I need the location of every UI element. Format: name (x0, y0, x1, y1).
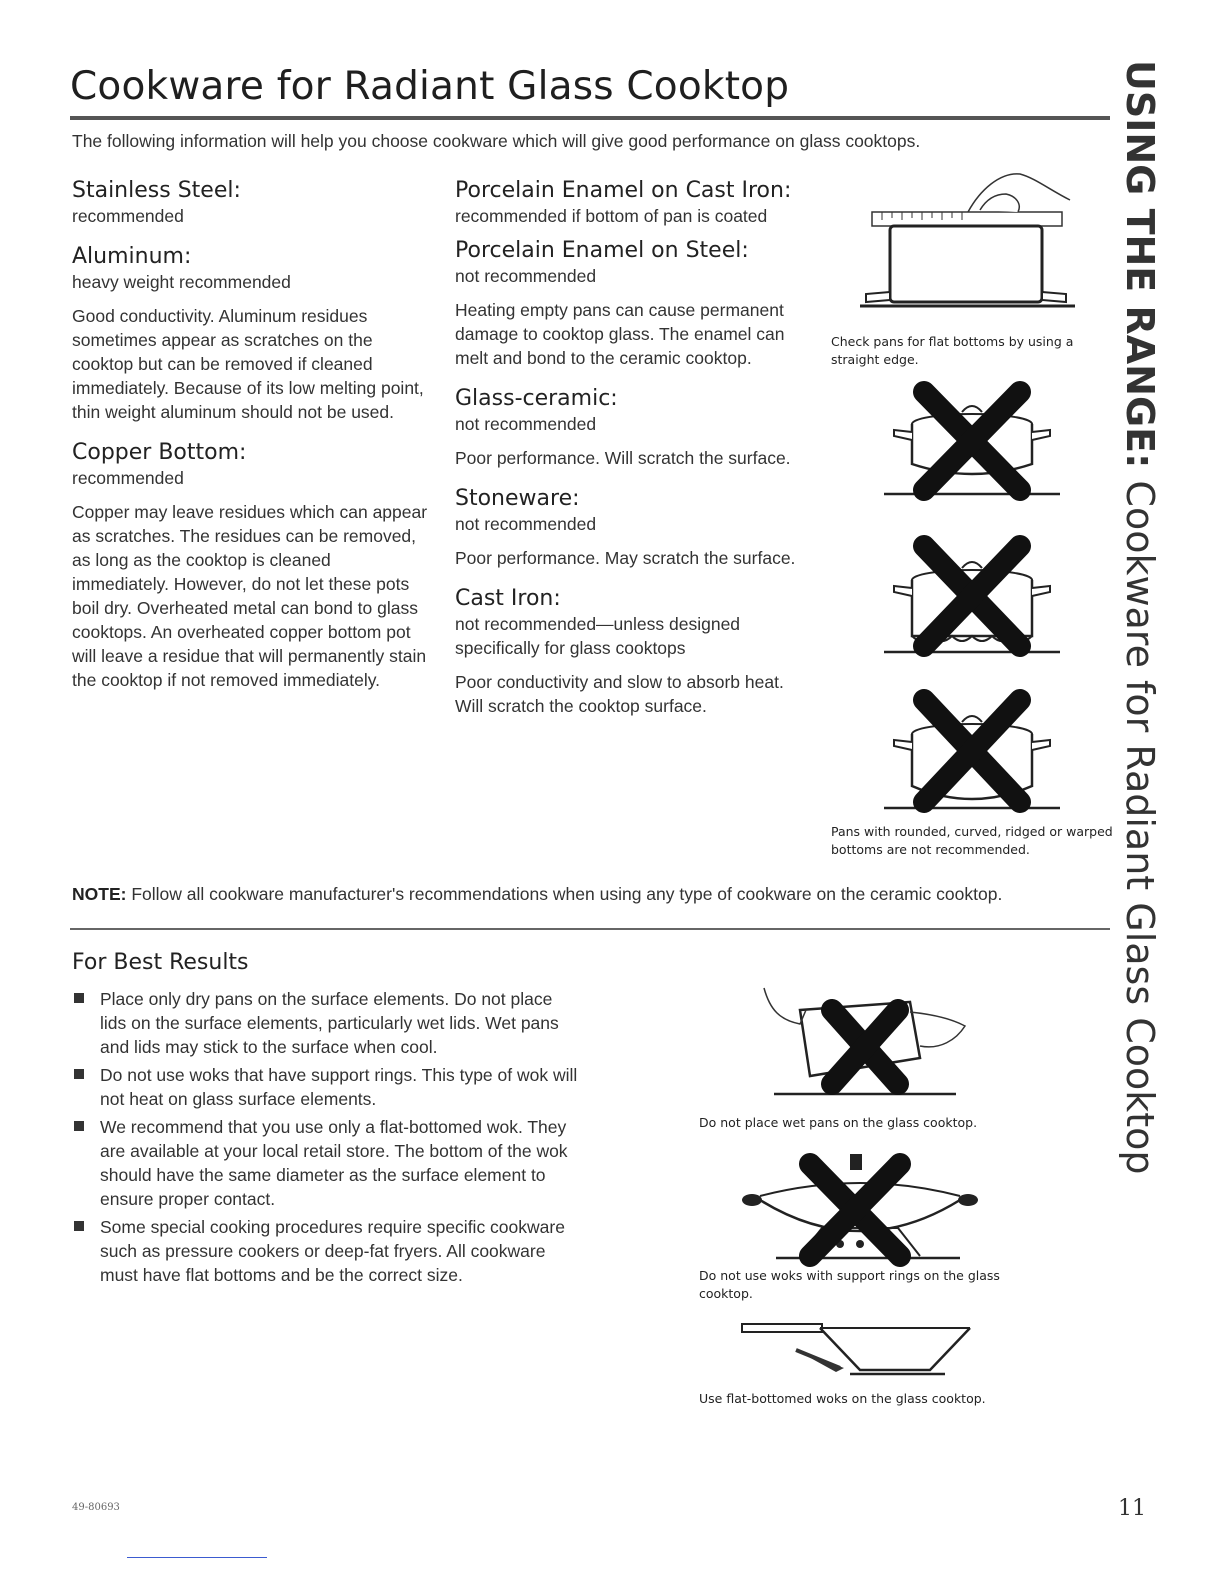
note-body: Follow all cookware manufacturer's recommendations when using any type of cookware on the ceramic cooktop. (126, 884, 1003, 904)
section-body: Copper may leave residues which can appear as scratches. The residues can be removed, as long as the cooktop is cleaned immediately. However, do not let these pots boil dry. Overheated metal can bond to glass cooktops. An overheated copper bottom pot will leave a residue that will permanently stain the cooktop if not removed immediately. (72, 502, 428, 690)
list-item-text: Do not use woks that have support rings. This type of wok will not heat on glass surface elements. (100, 1065, 578, 1109)
note-label: NOTE: (72, 884, 127, 904)
warped-bottom-pot-illustration (884, 694, 1060, 810)
note-text (72, 884, 1002, 905)
list-item (72, 987, 582, 1059)
section-porcelain-steel (455, 238, 815, 370)
side-tab-text (1110, 60, 1170, 1175)
section-body: Poor performance. Will scratch the surface. (455, 448, 791, 468)
list-item-text: Place only dry pans on the surface elements. Do not place lids on the surface elements, particularly wet lids. Wet pans and lids may stick to the surface when cool. (100, 989, 559, 1057)
list-item (72, 1215, 582, 1287)
wok-support-ring-illustration (740, 1150, 980, 1265)
straight-edge-illustration (860, 160, 1090, 320)
footer-divider (127, 1557, 267, 1558)
page-number: 11 (1118, 1496, 1146, 1521)
section-heading: Copper Bottom: (72, 440, 247, 465)
title-rule (70, 116, 1110, 120)
section-heading: Stainless Steel: (72, 178, 241, 203)
list-item (72, 1115, 582, 1211)
best-results-list (72, 987, 582, 1291)
flat-wok-illustration (740, 1312, 980, 1392)
caption-wet-pans: Do not place wet pans on the glass cooktop. (699, 1115, 978, 1130)
side-tab (1110, 60, 1170, 1175)
list-item-text: We recommend that you use only a flat-bottomed wok. They are available at your local retail store. The bottom of the wok should have the same diameter as the surface element to ensure proper contact. (100, 1117, 568, 1209)
section-recommendation: heavy weight recommended (72, 272, 291, 292)
wet-pan-illustration (760, 980, 970, 1100)
section-heading: Porcelain Enamel on Steel: (455, 238, 749, 263)
side-tab-section: USING THE RANGE: (1118, 60, 1162, 469)
section-body: Poor conductivity and slow to absorb heat. Will scratch the cooktop surface. (455, 672, 784, 716)
rounded-bottom-pot-illustration (884, 386, 1060, 496)
side-tab-topic: Cookware for Radiant Glass Cooktop (1118, 468, 1162, 1175)
section-recommendation: not recommended—unless designed specifically for glass cooktops (455, 614, 741, 658)
list-item-text: Some special cooking procedures require specific cookware such as pressure cookers or deep-fat fryers. All cookware must have flat bottoms and be the correct size. (100, 1217, 565, 1285)
section-recommendation: not recommended (455, 414, 597, 434)
middle-column (455, 178, 815, 734)
section-heading: Aluminum: (72, 244, 192, 269)
section-recommendation: recommended (72, 468, 184, 488)
section-stainless-steel (72, 178, 432, 228)
bullet-icon (74, 1121, 84, 1131)
section-cast-iron (455, 586, 815, 718)
caption-warped-bottoms: Pans with rounded, curved, ridged or warped bottoms are not recommended. (831, 824, 1113, 857)
left-column (72, 178, 432, 708)
best-results-heading: For Best Results (72, 950, 249, 975)
caption-support-rings: Do not use woks with support rings on the glass cooktop. (699, 1268, 1000, 1301)
section-heading: Cast Iron: (455, 586, 561, 611)
section-glass-ceramic (455, 386, 815, 470)
section-body: Heating empty pans can cause permanent damage to cooktop glass. The enamel can melt and bond to the ceramic cooktop. (455, 300, 785, 368)
bullet-icon (74, 1069, 84, 1079)
ridged-bottom-pot-illustration (884, 540, 1060, 654)
document-code: 49-80693 (72, 1502, 120, 1513)
bullet-icon (74, 993, 84, 1003)
section-recommendation: recommended if bottom of pan is coated (455, 206, 768, 226)
section-recommendation: not recommended (455, 514, 597, 534)
section-rule (70, 928, 1110, 930)
intro-text: The following information will help you choose cookware which will give good performance on glass cooktops. (72, 131, 921, 151)
caption-flat-wok: Use flat-bottomed woks on the glass cooktop. (699, 1391, 986, 1406)
section-aluminum (72, 244, 432, 424)
section-recommendation: recommended (72, 206, 184, 226)
section-porcelain-cast-iron (455, 178, 815, 228)
section-stoneware (455, 486, 815, 570)
bullet-icon (74, 1221, 84, 1231)
caption-straight-edge: Check pans for flat bottoms by using a straight edge. (831, 334, 1074, 367)
section-heading: Porcelain Enamel on Cast Iron: (455, 178, 792, 203)
section-body: Poor performance. May scratch the surface. (455, 548, 796, 568)
section-heading: Stoneware: (455, 486, 580, 511)
section-copper-bottom (72, 440, 432, 692)
section-body: Good conductivity. Aluminum residues sometimes appear as scratches on the cooktop but can be removed if cleaned immediately. Because of its low melting point, thin weight aluminum should not be used. (72, 306, 424, 422)
page-title: Cookware for Radiant Glass Cooktop (70, 64, 790, 109)
section-recommendation: not recommended (455, 266, 597, 286)
section-heading: Glass-ceramic: (455, 386, 618, 411)
list-item (72, 1063, 582, 1111)
